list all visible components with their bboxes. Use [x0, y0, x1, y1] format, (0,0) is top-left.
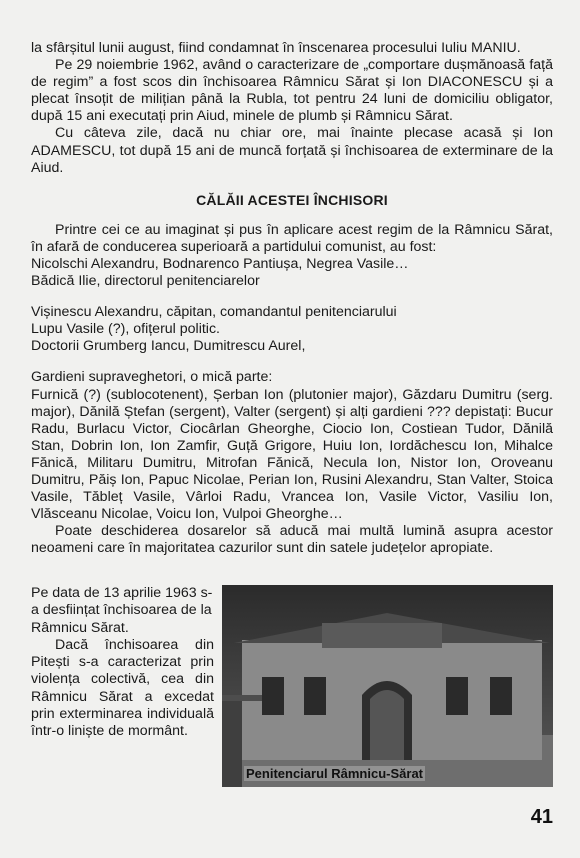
intro-paragraph: Printre cei ce au imaginat și pus în aplicare acest regim de la Râmnicu Sărat, în afară de conducerea superioară a partidului comunist, au fost:: [31, 221, 553, 255]
paragraph-1: la sfârșitul lunii august, fiind condamnat în înscenarea procesului Iuliu MANIU.: [31, 40, 521, 56]
closing-paragraph: Poate deschiderea dosarelor să aducă mai multă lumină asupra acestor neoameni care în majoritatea cazurilor sunt din satele județelor apropiate.: [31, 523, 553, 557]
paragraph-3: Cu câteva zile, dacă nu chiar ore, mai înainte plecase acasă și Ion ADAMESCU, tot după 15 ani de muncă forțată și închisoarea de exterminare de la Aiud.: [31, 125, 553, 176]
bottom-text: [31, 585, 214, 741]
photo-caption: Penitenciarul Râmnicu-Sărat: [246, 766, 423, 781]
guards-list: Furnică (?) (sublocotenent), Șerban Ion (plutonier major), Găzdaru Dumitru (serg. major), Dănilă Ștefan (sergent), Valter (sergent) și alți gardieni ??? depistați: Bucur Radu, Burlacu Victor, Ciocârlan Gheorghe, Ciocio Ion, Costiean Tudor, Dănilă Stan, Dobrin Ion, Ion Zamfir, Guță Grigore, Huiu Ion, Iordăchescu Ion, Mihalce Fănică, Militaru Dumitru, Mitrofan Fănică, Necula Ion, Nistor Ion, Oroveanu Dumitru, Păiș Ion, Papuc Nicolae, Perian Ion, Rusini Alexandru, Stan Valter, Stoica Vasile, Tăbleț Vasile, Vârloi Radu, Vrancea Ion, Vasile Victor, Vasiliu Ion, Vlăsceanu Nicolae, Voicu Ion, Vulpoi Gheorghe…: [31, 386, 553, 523]
page-content: [31, 40, 553, 557]
guards-title: Gardieni supraveghetori, o mică parte:: [31, 369, 273, 386]
prison-photo: [222, 585, 553, 787]
page-number: 41: [530, 806, 553, 828]
bottom-section: [31, 585, 553, 790]
paragraph-2: Pe 29 noiembrie 1962, având o caracterizare de „comportare dușmănoasă față de regim” a fost scos din închisoarea Râmnicu Sărat și Ion DIACONESCU și a plecat însoțit de milițian până la Rubla, tot pentru 24 luni de domiciliu obligator, după 15 ani executați prin Aiud, minele de plumb și Râmnicu Sărat.: [31, 57, 553, 125]
section-heading: CĂLĂII ACESTEI ÎNCHISORI: [196, 191, 388, 208]
names-line-5: Doctorii Grumberg Iancu, Dumitrescu Aurel,: [31, 338, 306, 355]
comparison-paragraph: Dacă închisoarea din Pitești s-a caracterizat prin violența colectivă, cea din Râmnicu Sărat a excedat prin exterminarea individuală într-o liniște de mormânt.: [31, 636, 214, 740]
names-line-2: Bădică Ilie, directorul penitenciarelor: [31, 273, 260, 290]
prison-building-image: [222, 585, 553, 787]
names-line-1: Nicolschi Alexandru, Bodnarenco Pantiușa, Negrea Vasile…: [31, 255, 409, 272]
closure-paragraph: Pe data de 13 aprilie 1963 s-a desființat închisoarea de la Râmnicu Sărat.: [31, 585, 213, 636]
names-line-3: Vișinescu Alexandru, căpitan, comandantul penitenciarului: [31, 304, 397, 321]
names-line-4: Lupu Vasile (?), ofițerul politic.: [31, 321, 220, 338]
